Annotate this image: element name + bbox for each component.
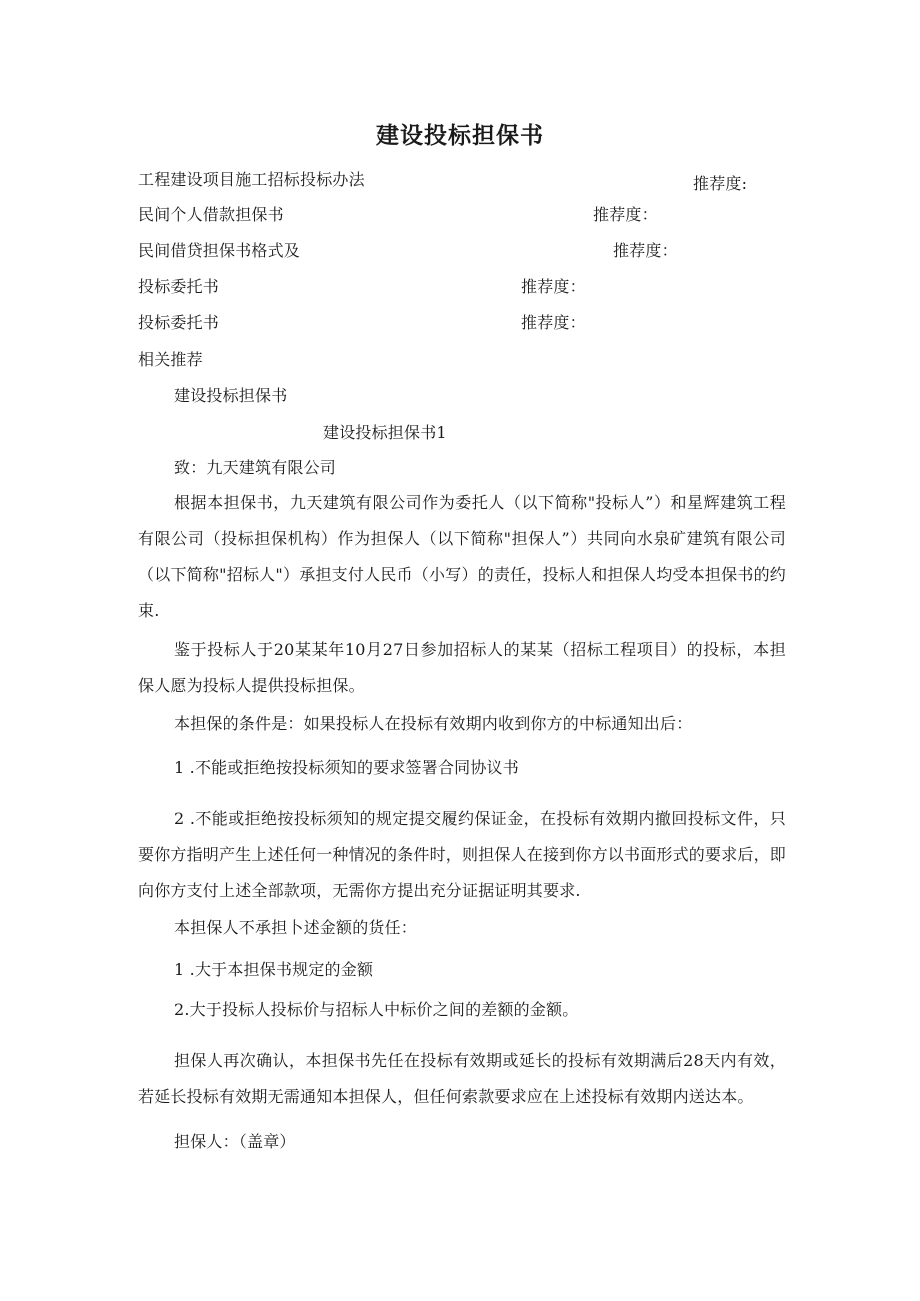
related-link-5[interactable]: 投标委托书 <box>138 313 220 332</box>
signature-line: 担保人：（盖章） <box>174 1132 296 1151</box>
related-link-2[interactable]: 民间个人借款担保书 <box>138 205 284 224</box>
rating-label-3: 推荐度： <box>613 241 678 260</box>
condition-1: 1 .不能或拒绝按投标须知的要求签署合同协议书 <box>174 758 519 777</box>
exclusion-1: 1 .大于本担保书规定的金额 <box>174 960 374 979</box>
related-link-1[interactable]: 工程建设项目施工招标投标办法 <box>138 170 365 189</box>
related-link-4[interactable]: 投标委托书 <box>138 277 220 296</box>
related-heading: 相关推荐 <box>138 350 203 369</box>
exclusion-2: 2.大于投标人投标价与招标人中标价之间的差额的金额。 <box>174 1000 579 1019</box>
related-link-3[interactable]: 民间借贷担保书格式及 <box>138 241 301 260</box>
document-title: 建设投标担保书 <box>376 123 544 149</box>
exclusion-heading: 本担保人不承担卜述金额的货任： <box>174 918 418 937</box>
paragraph-bid-date: 鉴于投标人于20某某年10月27日参加招标人的某某（招标工程项目）的投标，本担保人愿为投标人提供投标担保。 <box>138 640 786 695</box>
rating-label-2: 推荐度： <box>593 205 658 224</box>
paragraph-guarantee-scope: 根据本担保书，九天建筑有限公司作为委托人（以下简称"投标人”）和星辉建筑工程有限公司（投标担保机构）作为担保人（以下简称"担保人”）共同向水泉矿建筑有限公司（以下简称"招标人"）承担支付人民币（小写）的责任，投标人和担保人均受本担保书的约束. <box>138 493 786 620</box>
condition-2: 2 .不能或拒绝按投标须知的规定提交履约保证金，在投标有效期内撤回投标文件，只要你方指明产生上述任何一种情况的条件时，则担保人在接到你方以书面形式的要求后，即向你方支付上述全部款项，无需你方提出充分证据证明其要求. <box>138 809 787 900</box>
rating-label-4: 推荐度： <box>521 277 586 296</box>
rating-label-5: 推荐度： <box>521 313 586 332</box>
rating-label-1: 推荐度: <box>693 174 748 193</box>
sub-title-numbered: 建设投标担保书1 <box>323 423 447 442</box>
confirmation-paragraph: 担保人再次确认，本担保书先任在投标有效期或延长的投标有效期满后28天内有效，若延长投标有效期无需通知本担保人，但任何索款要求应在上述投标有效期内送达本。 <box>138 1051 786 1106</box>
sub-title: 建设投标担保书 <box>174 386 288 405</box>
addressee: 致：九天建筑有限公司 <box>174 458 337 477</box>
paragraph-conditions: 本担保的条件是：如果投标人在投标有效期内收到你方的中标通知出后： <box>174 714 693 733</box>
